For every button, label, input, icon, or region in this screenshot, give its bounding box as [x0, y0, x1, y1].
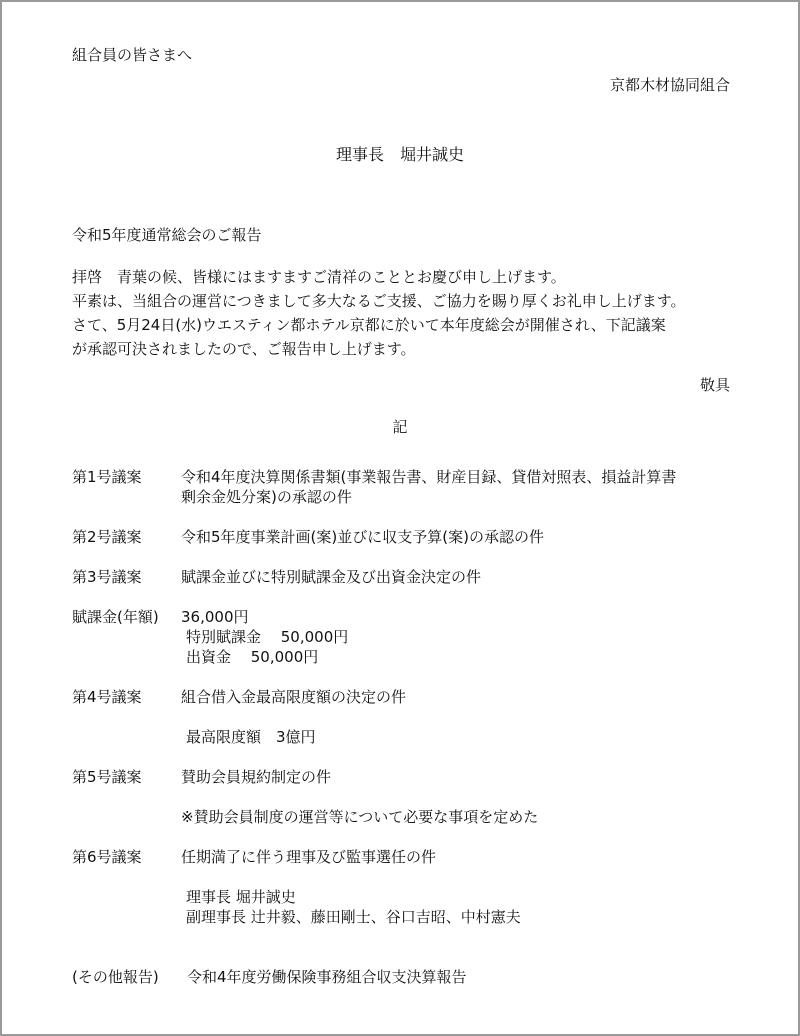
subject: 令和5年度通常総会のご報告	[72, 226, 262, 244]
agenda-6-title: 任期満了に伴う理事及び監事選任の件	[181, 848, 437, 866]
sender-org: 京都木材協同組合	[609, 76, 730, 94]
fees-investment: 出資金 50,000円	[186, 648, 319, 666]
fees-special: 特別賦課金 50,000円	[186, 628, 349, 646]
agenda-5-detail: ※賛助会員制度の運営等について必要な事項を定めた	[181, 808, 539, 826]
agenda-1-title: 令和4年度決算関係書類(事業報告書、財産目録、貸借対照表、損益計算書	[181, 468, 677, 486]
agenda-1-title-cont: 剰余金処分案)の承認の件	[181, 488, 352, 506]
fees-label: 賦課金(年額)	[72, 608, 159, 626]
body-line-2: 平素は、当組合の運営につきまして多大なるご支援、ご協力を賜り厚くお礼申し上げます。	[72, 292, 686, 310]
agenda-1-label: 第1号議案	[72, 468, 142, 486]
chair-name: 理事長 堀井誠史	[335, 145, 464, 164]
fees-amount: 36,000円	[181, 608, 249, 626]
agenda-4-label: 第4号議案	[72, 688, 142, 706]
agenda-4-detail: 最高限度額 3億円	[186, 728, 316, 746]
agenda-3-label: 第3号議案	[72, 568, 142, 586]
agenda-6-detail-vice: 副理事長 辻井毅、藤田剛士、谷口吉昭、中村憲夫	[186, 908, 521, 926]
body-line-3: さて、5月24日(水)ウエスティン都ホテル京都に於いて本年度総会が開催され、下記議案	[72, 316, 666, 334]
agenda-3-title: 賦課金並びに特別賦課金及び出資金決定の件	[181, 568, 482, 586]
agenda-4-title: 組合借入金最高限度額の決定の件	[181, 688, 407, 706]
agenda-2-label: 第2号議案	[72, 528, 142, 546]
agenda-2-title: 令和5年度事業計画(案)並びに収支予算(案)の承認の件	[181, 528, 544, 546]
ki-heading: 記	[392, 418, 408, 436]
agenda-5-title: 賛助会員規約制定の件	[181, 768, 332, 786]
body-line-1: 拝啓 青葉の候、皆様にはますますご清祥のこととお慶び申し上げます。	[72, 268, 566, 286]
agenda-6-label: 第6号議案	[72, 848, 142, 866]
body-line-4: が承認可決されましたので、ご報告申し上げます。	[72, 340, 416, 358]
addressee: 組合員の皆さまへ	[72, 46, 193, 64]
agenda-5-label: 第5号議案	[72, 768, 142, 786]
other-report-label: (その他報告)	[72, 968, 159, 986]
agenda-6-detail-chair: 理事長 堀井誠史	[186, 888, 296, 906]
other-report-title: 令和4年度労働保険事務組合収支決算報告	[187, 968, 467, 986]
closing: 敬具	[699, 376, 730, 394]
